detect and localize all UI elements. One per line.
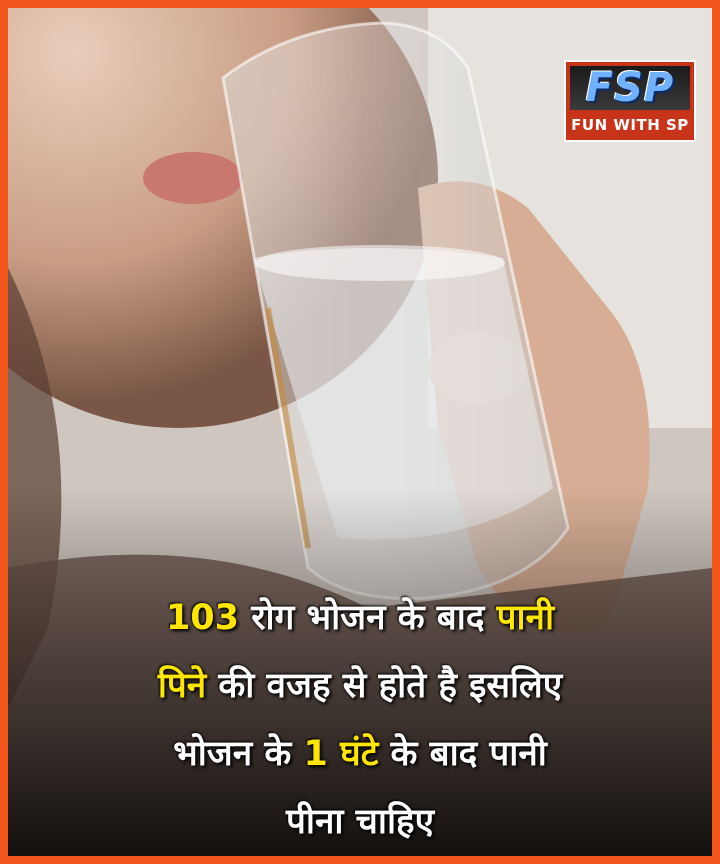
logo-letters: FSP [585, 65, 675, 111]
caption-line-1: 103 रोग भोजन के बाद पानी [165, 598, 555, 638]
logo-tagline: FUN WITH SP [571, 116, 689, 134]
caption-line-4: पीना चाहिए [286, 802, 434, 842]
caption-line-2: पिने की वजह से होते है इसलिए [157, 666, 563, 706]
caption-line-3: भोजन के 1 घंटे के बाद पानी [173, 734, 547, 774]
caption-text [8, 584, 712, 856]
fsp-logo [564, 60, 696, 142]
lips [143, 152, 243, 204]
